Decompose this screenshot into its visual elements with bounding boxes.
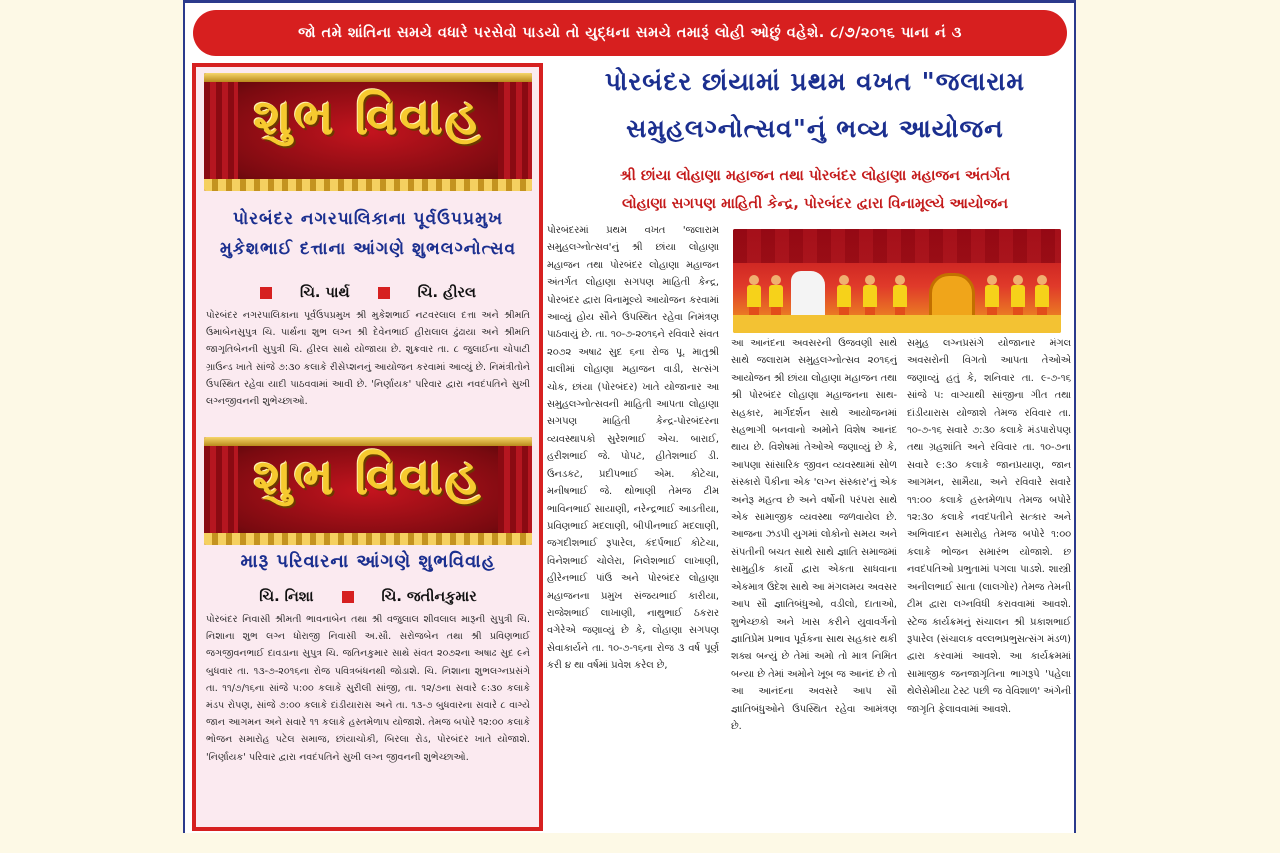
article-subheadline xyxy=(560,162,1070,218)
headline-1-line-1: પોરબંદર નગરપાલિકાના પૂર્વઉપપ્રમુખ xyxy=(232,209,504,229)
dancer-figure xyxy=(837,275,851,319)
gold-trim-bottom xyxy=(204,179,532,191)
dancer-figure xyxy=(1035,275,1049,319)
vivah-title: શુભ વિવાહ xyxy=(253,87,483,146)
groom-name: ચિ. પાર્થ xyxy=(300,285,350,301)
dancer-figure xyxy=(863,275,877,319)
wedding-announcements-box xyxy=(192,63,543,831)
pattern-band xyxy=(733,229,1061,263)
couple-names-2 xyxy=(204,589,532,605)
newspaper-page xyxy=(183,0,1076,833)
bride-name: ચિ. નિશા xyxy=(259,589,314,605)
bride-name: ચિ. હીરલ xyxy=(417,285,476,301)
dancer-figure xyxy=(747,275,761,319)
headline-line-1: પોરબંદર છાંયામાં પ્રથમ વખત "જલારામ xyxy=(604,67,1026,96)
headline-2: મારૂ પરિવારના આંગણે શુભવિવાહ xyxy=(240,551,496,572)
wedding-procession-image xyxy=(733,229,1061,333)
article-column-3: સમુહ લગ્નપ્રસંગે યોજાનાર મંગલ અવસરોની વિગતો આપતા તેઓએ જણાવ્યું હતું કે, શનિવાર તા. ૯-૭-૧૬ સાંજે ૫: વાગ્યાથી સાંજીના ગીત તથા દાંડીયારાસ યોજાશે તેમજ રવિવાર તા. ૧૦-૭-૧૬ સવારે ૭:૩૦ કલાકે મંડપારોપણ તથા ગ્રહશાંતિ અને રવિવાર તા. ૧૦-૭ના સવારે ૯:૩૦ કલાકે જાનપ્રયાણ, જાન આગમન, સામૈયા, અને રવિવારે સવારે ૧૧:૦૦ કલાકે હસ્તમેળાપ તેમજ બપોરે ૧૨:૩૦ કલાકે નવદંપતીને સત્કાર અને અભિવાદન સમારોહ તેમજ બપોરે ૧:૦૦ કલાકે ભોજન સમારંભ યોજાશે. છ નવદંપતિઓ પ્રભુતામાં પગલા પાડશે. શાસ્ત્રી અનીલભાઈ સાતા (લાલગોર) તેમજ તેમની ટીમ દ્વારા લગ્નવિધી કરાવવામાં આવશે. સ્ટેજ કાર્યક્રમનું સંચાલન શ્રી પ્રકાશભાઈ રૂપારેલ (સંચાલક વલ્લભપ્રભુસત્સંગ મંડળ) દ્વારા કરવામાં આવશે. આ કાર્યક્રમમાં સામાજીક જનજાગૃતિના ભાગરૂપે 'પહેલા થેલેસેમીયા ટેસ્ટ પછી જ વેવિશાળ' અંગેની જાગૃતિ ફેલાવવામાં આવશે. xyxy=(907,338,1071,715)
top-rule xyxy=(185,0,1074,3)
couple-names-1 xyxy=(204,285,532,301)
subhead-line-2: લોહાણા સગપણ માહિતી કેન્દ્ર, પોરબંદર દ્વારા વિનામૂલ્યે આયોજન xyxy=(621,196,1009,212)
gold-trim xyxy=(204,73,532,82)
gold-trim-bottom xyxy=(204,533,532,545)
article-column-2: આ આનંદના અવસરની ઉજવણી સાથે સાથે જલારામ સમુહલગ્નોત્સવ ૨૦૧૬નું આયોજન શ્રી છાંયા લોહાણા મહાજન તથા શ્રી પોરબંદર લોહાણા મહાજનના સાથ-સહકાર, માર્ગદર્શન સાથે આયોજનમાં સહભાગી બનવાનો અમોને વિશેષ આનંદ થાય છે. વિશેષમાં તેઓએ જણાવ્યું છે કે, આપણા સાંસારિક જીવન વ્યવસ્થામાં સોળ સંસ્કારો પૈકીના એક 'લગ્ન સંસ્કાર'નું એક અનેરૂ મહત્વ છે અને વર્ષોની પરંપરા સાથે એક સામાજીક વ્યવસ્થા જળવાયેલ છે. આજના ઝડપી યુગમાં લોકોનો સમય અને સંપતીની બચત સાથે સાથે જ્ઞાતિ સમાજમાં સામુહીક કાર્યો દ્વારા એકતા સાધવાના એકમાત્ર ઉદેશ સાથે આ મંગલમય અવસર આપ સૌ જ્ઞાતિબંધુઓ, વડીલો, દાતાઓ, શુભેચ્છકો અને ખાસ કરીને યુવાવર્ગનો જ્ઞાતિપ્રેમ પ્રભાવ પૂર્વકના સાથ સહકાર થકી શક્ય બન્યું છે તેમાં અમો તો માત્ર નિમિત બન્યા છે તેમાં અમોને ખૂબ જ આનંદ છે તો આ આનંદના અવસરે આપ સૌ જ્ઞાતિબંધુઓને ઉપસ્થિત રહેવા આમંત્રણ છે. xyxy=(731,338,897,732)
dancer-figure xyxy=(1011,275,1025,319)
article-column-1: પોરબંદરમાં પ્રથમ વખત 'જલારામ સમુહલગ્નોત્સવ'નું શ્રી છાંયા લોહાણા મહાજન તથા પોરબંદર લોહાણા મહાજન અંતર્ગત લોહાણા સગપણ માહિતી કેન્દ્ર, પોરબંદર દ્વારા વિનામૂલ્યે આયોજન કરવામાં આવ્યું હોય સૌને ઉપસ્થિત રહેવા નિમંત્રણ પાઠવાયું છે. તા. ૧૦-૭-૨૦૧૬ને રવિવારે સંવત ૨૦૭૨ અષાઢ સુદ ૬ના રોજ પૂ. માતુશ્રી વાલીમાં લોહાણા મહાજન વાડી, સત્સંગ ચોક, છાંયા (પોરબંદર) ખાતે યોજાનાર આ સમુહલગ્નોત્સવની માહિતી આપતા લોહાણા સગપણ માહિતી કેન્દ્ર-પોરબંદરના વ્યવસ્થાપકો સુરેશભાઈ એચ. બારાઈ, હરીશભાઈ જે. પોપટ, હીતેશભાઈ ડી. ઉનડકટ, પ્રદીપભાઈ એમ. કોટેચા, મનીષભાઈ જે. થોભાણી તેમજ ટીમ ભાવિનભાઈ સાયાણી, નરેન્દ્રભાઈ આડતીયા, પ્રવિણભાઈ મદલાણી, બીપીનભાઈ મદલાણી, જગદીશભાઈ રૂપારેલ, કંદર્પભાઈ કોટેચા, વિનેશભાઈ ચોલેરા, નિલેશભાઈ લાખાણી, હીરેનભાઈ પાંઉ અને પોરબંદર લોહાણા મહાજનના પ્રમુખ સંજયભાઈ કારીયા, રાજેશભાઈ લાખાણી, નાથુભાઈ ઠકરાર વગેરેએ જણાવ્યું છે કે, લોહાણા સગપણ સેવાકાર્યને તા. ૧૦-૭-૧૬ના રોજ ૩ વર્ષ પૂર્ણ કરી ૪ થા વર્ષમાં પ્રવેશ કરેલ છે, xyxy=(547,225,719,672)
announcement-text-1: પોરબંદર નગરપાલિકાના પૂર્વઉપપ્રમુખ શ્રી મુકેશભાઈ નટવરલાલ દત્તા અને શ્રીમતિ ઉમાબેનસુપુત્ર ચિ. પાર્થના શુભ લગ્ન શ્રી દેવેનભાઈ હીરાલાલ ઢુંઢાયા અને શ્રીમતિ જાગૃતિબેનની સુપુત્રી ચિ. હીરલ સાથે યોજાયા છે. શુક્રવાર તા. ૮ જુલાઈના ચોપાટી ગ્રાઉન્ડ ખાતે સાંજે ૭:૩૦ કલાકે રીસેપ્શનનું આયોજન કરવામાં આવ્યું છે. નિમંત્રીતોને ઉપસ્થિત રહેવા યાદી પાઠવવામાં આવી છે. 'નિર્ણાયક' પરિવાર દ્વારા નવદંપતિને સુખી લગ્નજીવનની શુભેચ્છાઓ. xyxy=(206,310,530,408)
dancer-figure xyxy=(769,275,783,319)
palanquin-figure xyxy=(929,273,975,319)
ground-band xyxy=(733,315,1061,333)
headline-1-line-2: મુકેશભાઈ દત્તાના આંગણે શુભલગ્નોત્સવ xyxy=(219,239,517,259)
dancer-figure xyxy=(893,275,907,319)
horse-figure xyxy=(791,271,825,319)
shubh-vivah-image xyxy=(204,73,532,191)
headline-line-2: સમુહલગ્નોત્સવ"નું ભવ્ય આયોજન xyxy=(626,114,1004,143)
gold-trim xyxy=(204,437,532,446)
dancer-figure xyxy=(985,275,999,319)
subhead-line-1: શ્રી છાંયા લોહાણા મહાજન તથા પોરબંદર લોહાણા મહાજન અંતર્ગત xyxy=(619,168,1011,184)
article-headline xyxy=(560,58,1070,152)
vivah-title: શુભ વિવાહ xyxy=(253,447,483,506)
shubh-vivah-image xyxy=(204,437,532,545)
page-banner: જો તમે શાંતિના સમયે વધારે પરસેવો પાડયો તો યુદ્ધના સમયે તમારૂં લોહી ઓછું વહેશે. ૮/૭/૨૦૧૬ પાના નં ૩ xyxy=(193,10,1067,56)
square-bullet-icon xyxy=(378,287,390,299)
square-bullet-icon xyxy=(342,591,354,603)
announcement-text-2: પોરબંદર નિવાસી શ્રીમતી ભાવનાબેન તથા શ્રી વજુલાલ શીવલાલ મારૂની સુપુત્રી ચિ. નિશાના શુભ લગ્ન ધોરાજી નિવાસી અ.સૌ. સરોજબેન તથા શ્રી પ્રવિણભાઈ જગજીવનભાઈ દાવડાના સુપુત્ર ચિ. જતિનકુમાર સાથે સંવત ૨૦૭૨ના અષાઢ સુદ ૯ને બુધવાર તા. ૧૩-૭-૨૦૧૬ના રોજ પવિત્રબંધનથી જોડાશે. ચિ. નિશાના શુભલગ્નપ્રસંગે તા. ૧૧/૭/૧૬ના સાંજે ૫:૦૦ કલાકે સુરીલી સાંજી, તા. ૧૨/૭ના સવારે ૯:૩૦ કલાકે મંડપ રોપણ, સાંજે ૭:૦૦ કલાકે દાંડીયારાસ અને તા. ૧૩-૭ બુધવારના સવારે ૮ વાગ્યે જાન આગમન અને સવારે ૧૧ કલાકે હસ્તમેળાપ યોજાશે. તેમજ બપોરે ૧૨:૦૦ કલાકે ભોજન સમારોહ પટેલ સમાજ, છાંયાચોકી, બિરલા રોડ, પોરબંદર ખાતે યોજાશે. 'નિર્ણાયક' પરિવાર દ્વારા નવદંપતિને સુખી લગ્ન જીવનની શુભેચ્છાઓ. xyxy=(206,614,530,763)
square-bullet-icon xyxy=(260,287,272,299)
groom-name: ચિ. જતીનકુમાર xyxy=(381,589,477,605)
